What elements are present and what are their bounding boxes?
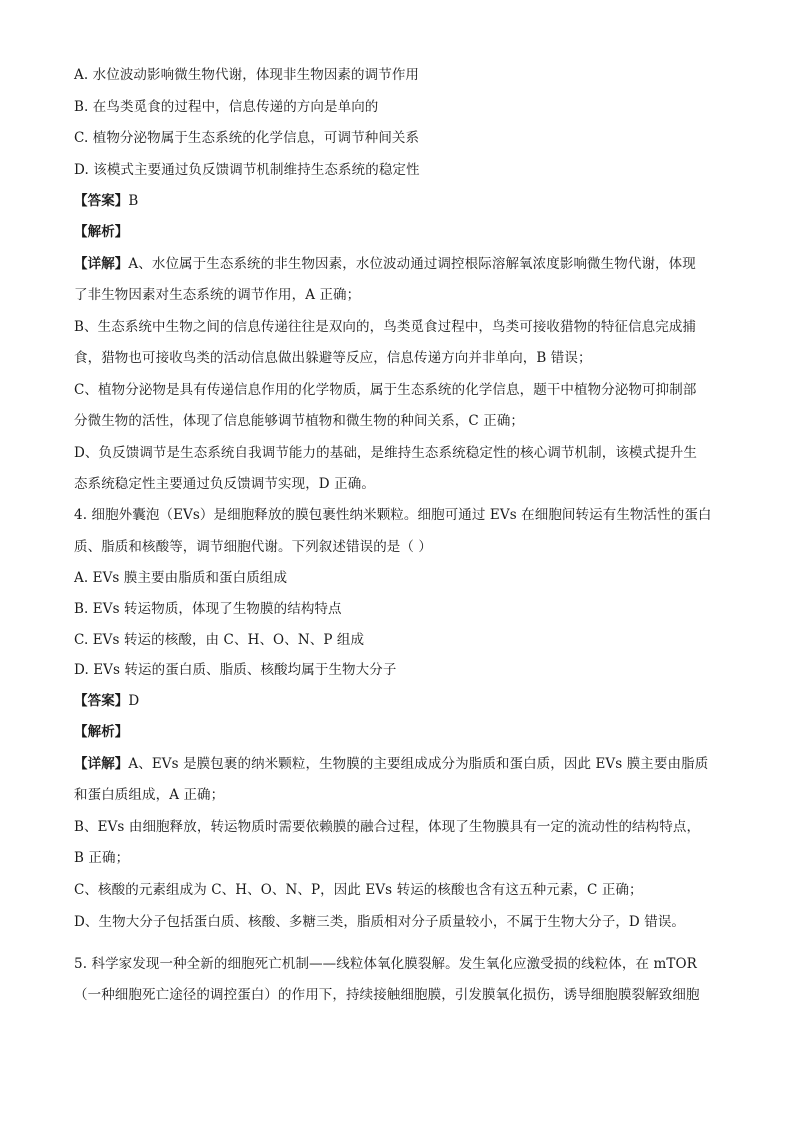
q3-analysis-tag: 【解析】	[74, 224, 129, 240]
answer-value: D	[128, 693, 140, 709]
q3-answer-line	[74, 192, 138, 210]
q3-explanation-line: 了非生物因素对生态系统的调节作用，A 正确；	[74, 287, 361, 303]
answer-tag: 【答案】	[74, 693, 129, 709]
q3-option-b: B. 在鸟类觅食的过程中，信息传递的方向是单向的	[74, 99, 379, 115]
q3-explanation-line: 态系统稳定性主要通过负反馈调节实现，D 正确。	[74, 476, 375, 492]
q3-explanation-line: B、生态系统中生物之间的信息传递往往是双向的，鸟类觅食过程中，鸟类可接收猎物的特征信息完成捕	[74, 319, 697, 335]
q3-option-c: C. 植物分泌物属于生态系统的化学信息，可调节种间关系	[74, 130, 420, 146]
q4-option-b: B. EVs 转运物质，体现了生物膜的结构特点	[74, 601, 342, 617]
explanation-text: A、水位属于生态系统的非生物因素，水位波动通过调控根际溶解氧浓度影响微生物代谢，体现	[128, 256, 696, 272]
q5-stem-line: （一种细胞死亡途径的调控蛋白）的作用下，持续接触细胞膜，引发膜氧化损伤，诱导细胞膜裂解致细胞	[74, 987, 700, 1003]
q3-option-d: D. 该模式主要通过负反馈调节机制维持生态系统的稳定性	[74, 162, 420, 178]
q4-explanation-line: D、生物大分子包括蛋白质、核酸、多糖三类，脂质相对分子质量较小，不属于生物大分子，D 错误。	[74, 914, 686, 930]
q3-explanation-line: 分微生物的活性，体现了信息能够调节植物和微生物的种间关系，C 正确；	[74, 413, 525, 429]
q4-explanation-line: 和蛋白质组成，A 正确；	[74, 787, 225, 803]
q4-explanation-line: C、核酸的元素组成为 C、H、O、N、P，因此 EVs 转运的核酸也含有这五种元素，C 正确；	[74, 882, 643, 898]
answer-value: B	[128, 193, 139, 209]
q4-analysis-tag: 【解析】	[74, 724, 129, 740]
q4-option-d: D. EVs 转运的蛋白质、脂质、核酸均属于生物大分子	[74, 662, 397, 678]
q4-stem-line: 质、脂质和核酸等，调节细胞代谢。下列叙述错误的是（ ）	[74, 539, 432, 555]
q5-stem-line: 5. 科学家发现一种全新的细胞死亡机制——线粒体氧化膜裂解。发生氧化应激受损的线粒体，在 mTOR	[74, 956, 697, 972]
detail-tag: 【详解】	[74, 756, 129, 772]
detail-tag: 【详解】	[74, 256, 129, 272]
q3-explanation-line: C、植物分泌物是具有传递信息作用的化学物质，属于生态系统的化学信息，题干中植物分泌物可抑制部	[74, 382, 697, 398]
q3-explanation-line: D、负反馈调节是生态系统自我调节能力的基础，是维持生态系统稳定性的核心调节机制，该模式提升生	[74, 445, 697, 461]
q4-option-a: A. EVs 膜主要由脂质和蛋白质组成	[74, 570, 288, 586]
q4-explanation-line: B、EVs 由细胞释放，转运物质时需要依赖膜的融合过程，体现了生物膜具有一定的流动性的结构特点，	[74, 819, 701, 835]
q3-option-a: A. 水位波动影响微生物代谢，体现非生物因素的调节作用	[74, 67, 420, 83]
q4-answer-line	[74, 692, 139, 710]
explanation-text: A、EVs 是膜包裹的纳米颗粒，生物膜的主要组成成分为脂质和蛋白质，因此 EVs 膜主要由脂质	[128, 756, 709, 772]
q3-explanation-line: 食，猎物也可接收鸟类的活动信息做出躲避等反应，信息传递方向并非单向，B 错误；	[74, 350, 592, 366]
answer-tag: 【答案】	[74, 193, 129, 209]
q4-option-c: C. EVs 转运的核酸，由 C、H、O、N、P 组成	[74, 632, 365, 648]
q4-stem-line: 4. 细胞外囊泡（EVs）是细胞释放的膜包裹性纳米颗粒。细胞可通过 EVs 在细胞间转运有生物活性的蛋白	[74, 507, 712, 523]
q3-explanation-line	[74, 255, 696, 273]
q4-explanation-line	[74, 755, 708, 773]
q4-explanation-line: B 正确；	[74, 850, 130, 866]
